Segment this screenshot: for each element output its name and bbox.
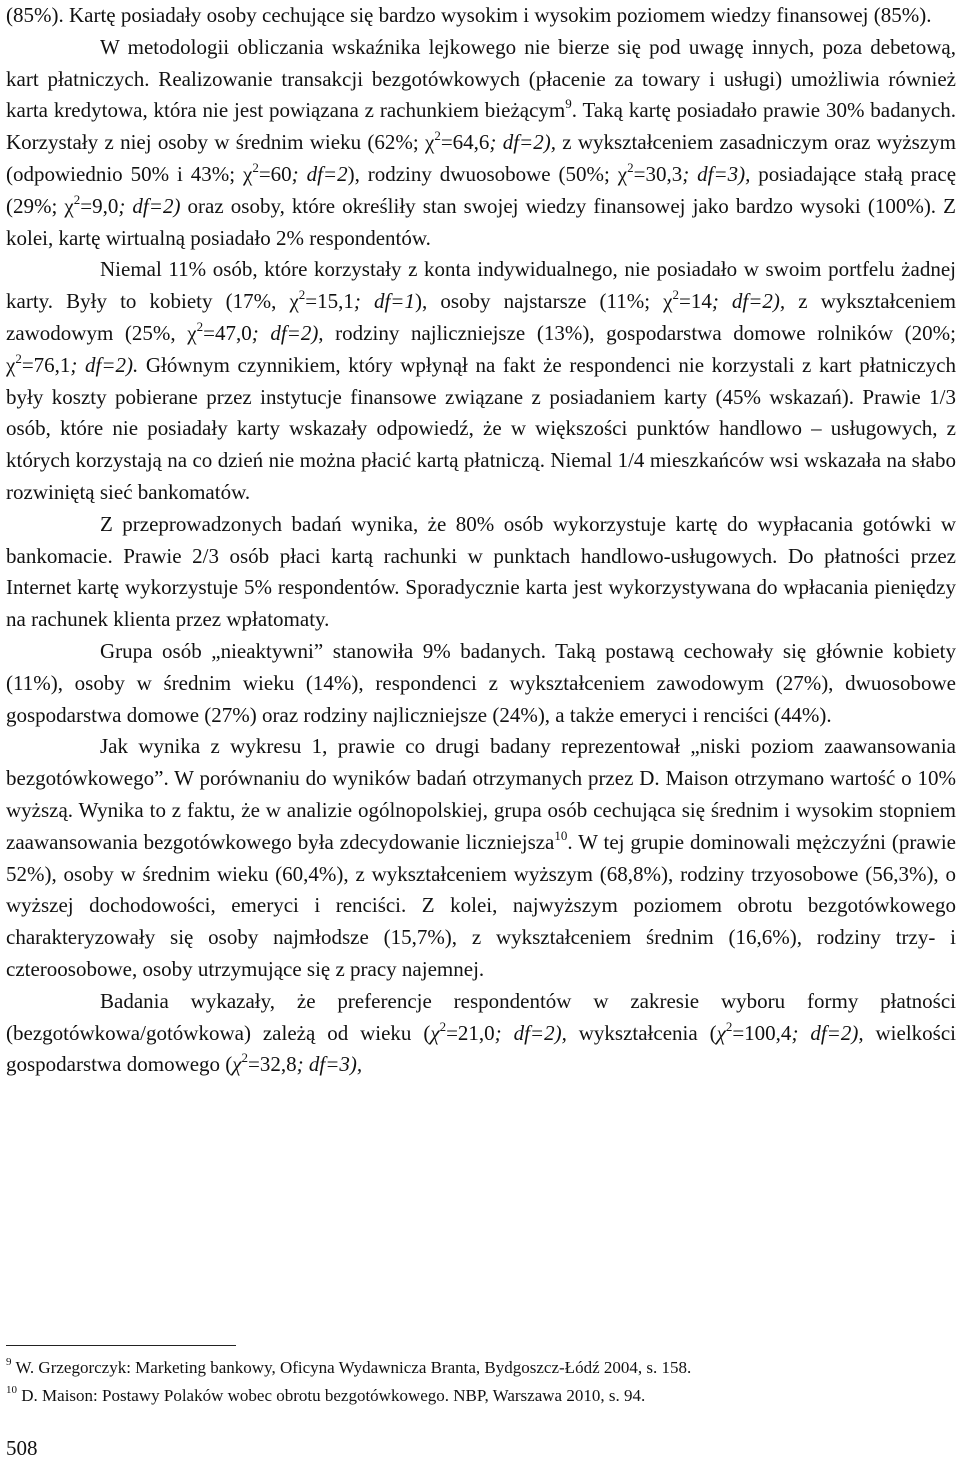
superscript: 9 [565, 96, 572, 112]
text-run: =14 [678, 289, 712, 314]
superscript: 2 [241, 1050, 249, 1066]
italic-text: ; df=2) [118, 193, 181, 218]
text-run: Jak wynika z wykresu 1, prawie co drugi badany reprezentował „niski poziom zaawansowania bezgotówkowego”. W porównaniu do wyników badań otrzymanych przez D. Maison otrzymano wartość o 10% wyższą. Wynika to z faktu, że w analizie ogólnopolskiej, grupa osób cechująca się średnim i wysokim stopniem zaawansowania bezgotówkowego była zdecydowanie liczniejsza [6, 734, 956, 854]
superscript: 2 [196, 318, 204, 334]
italic-text: χ [716, 1020, 726, 1045]
italic-text: ; df=1 [353, 289, 415, 314]
text-run: Badania wykazały, że preferencje respondentów w zakresie wyboru formy płatności (bezgotówkowa/gotówkowa) zależą od wieku ( [6, 988, 956, 1045]
body-text [6, 0, 956, 1081]
text-run: wykształcenia ( [566, 1020, 717, 1045]
footnote-separator [6, 1345, 236, 1346]
superscript: 2 [434, 128, 441, 144]
paragraph [6, 636, 956, 731]
text-run: posiadające stałą pracę (29%; χ [6, 161, 957, 218]
superscript: 2 [252, 159, 259, 175]
text-run: Z przeprowadzonych badań wynika, że 80% osób wykorzystuje kartę do wypłacania gotówki w bankomacie. Prawie 2/3 osób płaci kartą rachunki w punktach handlowo-usługowych. Do płatności przez Internet kartę wykorzystuje 5% respondentów. Sporadycznie karta jest wykorzystywana do wpłacania pieniędzy na rachunek klienta przez wpłatomaty. [6, 511, 956, 632]
text-run: Grupa osób „nieaktywni” stanowiła 9% badanych. Taką postawą cechowały się głównie kobiety (11%), osoby w średnim wieku (14%), respondenci z wykształceniem zawodowym (27%), dwuosobowe gospodarstwa domowe (27%) oraz rodziny najliczniejsze (24%), a także emeryci i renciści (44%). [6, 638, 956, 727]
superscript: 2 [627, 159, 634, 175]
text-run: wielkości gospodarstwa domowego ( [6, 1020, 956, 1077]
text-run: Niemal 11% osób, które korzystały z konta indywidualnego, nie posiadało w swoim portfelu żadnej karty. Były to kobiety (17%, χ [6, 257, 956, 314]
paragraph [6, 254, 956, 508]
text-run: ), rodziny dwuosobowe (50%; χ [347, 161, 628, 186]
italic-text: ; df=3), [682, 161, 751, 186]
superscript: 2 [298, 287, 306, 303]
text-run: =9,0 [80, 193, 119, 218]
text-run: =32,8 [248, 1052, 297, 1077]
superscript: 2 [15, 350, 22, 366]
text-run: W metodologii obliczania wskaźnika lejkowego nie bierze się pod uwagę innych, poza debetową, kart płatniczych. Realizowanie transakcji bezgotówkowych (płacenie za towary i usługi) umożliwia również karta kredytowa, która nie jest powiązana z rachunkiem bieżącym [6, 34, 956, 123]
italic-text: χ [430, 1020, 440, 1045]
superscript: 10 [554, 827, 568, 843]
paragraph [6, 0, 956, 32]
italic-text: ; df=2). [70, 352, 139, 377]
document-page [6, 0, 956, 1081]
text-run: =76,1 [21, 352, 71, 377]
paragraph [6, 986, 956, 1081]
paragraph [6, 731, 956, 985]
footnote-10 [6, 1382, 956, 1410]
footnote-10-number: 10 [6, 1384, 17, 1396]
superscript: 2 [725, 1018, 733, 1034]
text-run: =60 [258, 161, 292, 186]
footnote-10-text: D. Maison: Postawy Polaków wobec obrotu bezgotówkowego. NBP, Warszawa 2010, s. 94. [17, 1386, 646, 1405]
text-run: . W tej grupie dominowali mężczyźni (prawie 52%), osoby w średnim wieku (60,4%), z wykształceniem wyższym (68,8%), rodziny trzyosobowe (56,3%), o wyższej dochodowości, emeryci i renciści. Z kolei, najwyższym poziomem obrotu bezgotówkowego charakteryzowały się osoby najmłodsze (15,7%), z wykształceniem średnim (16,6%), rodziny trzy- i czteroosobowe, osoby utrzymujące się z pracy najemnej. [6, 829, 956, 981]
italic-text: ; df=2), [251, 320, 324, 345]
paragraph [6, 32, 956, 255]
footnote-9-text: W. Grzegorczyk: Marketing bankowy, Oficyna Wydawnicza Branta, Bydgoszcz-Łódź 2004, s. 158. [11, 1358, 692, 1377]
text-run: ), osoby najstarsze (11%; χ [414, 289, 673, 314]
paragraph [6, 509, 956, 636]
text-run: =64,6 [440, 130, 490, 155]
italic-text: χ [232, 1052, 242, 1077]
text-run: rodziny najliczniejsze (13%), gospodarstwa domowe rolników (20%; χ [6, 320, 956, 377]
italic-text: ; df=2), [489, 130, 556, 155]
text-run: oraz osoby, które określiły stan swojej wiedzy finansowej jako bardzo wysoki (100%). Z kolei, kartę wirtualną posiadało 2% respondentów. [6, 193, 956, 250]
text-run: =30,3 [633, 161, 683, 186]
superscript: 2 [439, 1018, 447, 1034]
page-number: 508 [6, 1436, 38, 1460]
text-run: =47,0 [203, 320, 252, 345]
text-run: Głównym czynnikiem, który wpłynął na fakt że respondenci nie korzystali z kart płatniczych były koszty pobierane przez instytucje finansowe związane z posiadaniem karty (45% wskazań). Prawie 1/3 osób, które nie posiadały karty wskazały odpowiedź, że w większości punktów handlowo – usługowych, z których korzystają na co dzień nie można płacić kartą płatniczą. Niemal 1/4 mieszkańców wsi wskazała na słabo rozwiniętą sieć bankomatów. [6, 352, 956, 504]
text-run: z wykształceniem zawodowym (25%, χ [6, 289, 956, 345]
text-run: z wykształceniem zasadniczym oraz wyższym (odpowiednio 50% i 43%; χ [6, 130, 956, 186]
footnote-9-number: 9 [6, 1356, 12, 1368]
italic-text: ; df=2), [711, 289, 786, 314]
italic-text: ; df=2), [791, 1020, 864, 1045]
superscript: 2 [73, 191, 81, 207]
text-run: =15,1 [305, 289, 354, 314]
superscript: 2 [672, 287, 679, 303]
text-run: =21,0 [446, 1020, 495, 1045]
italic-text: ; df=2 [291, 161, 348, 186]
text-run: . Taką kartę posiadało prawie 30% badanych. Korzystały z niej osoby w średnim wieku (62%; χ [6, 98, 956, 155]
italic-text: ; df=2), [494, 1020, 567, 1045]
footnotes [6, 1354, 956, 1410]
text-run: (85%). Kartę posiadały osoby cechujące się bardzo wysokim i wysokim poziomem wiedzy finansowej (85%). [6, 3, 932, 27]
italic-text: ; df=3), [296, 1052, 363, 1077]
footnote-9 [6, 1354, 956, 1382]
text-run: =100,4 [732, 1020, 792, 1045]
